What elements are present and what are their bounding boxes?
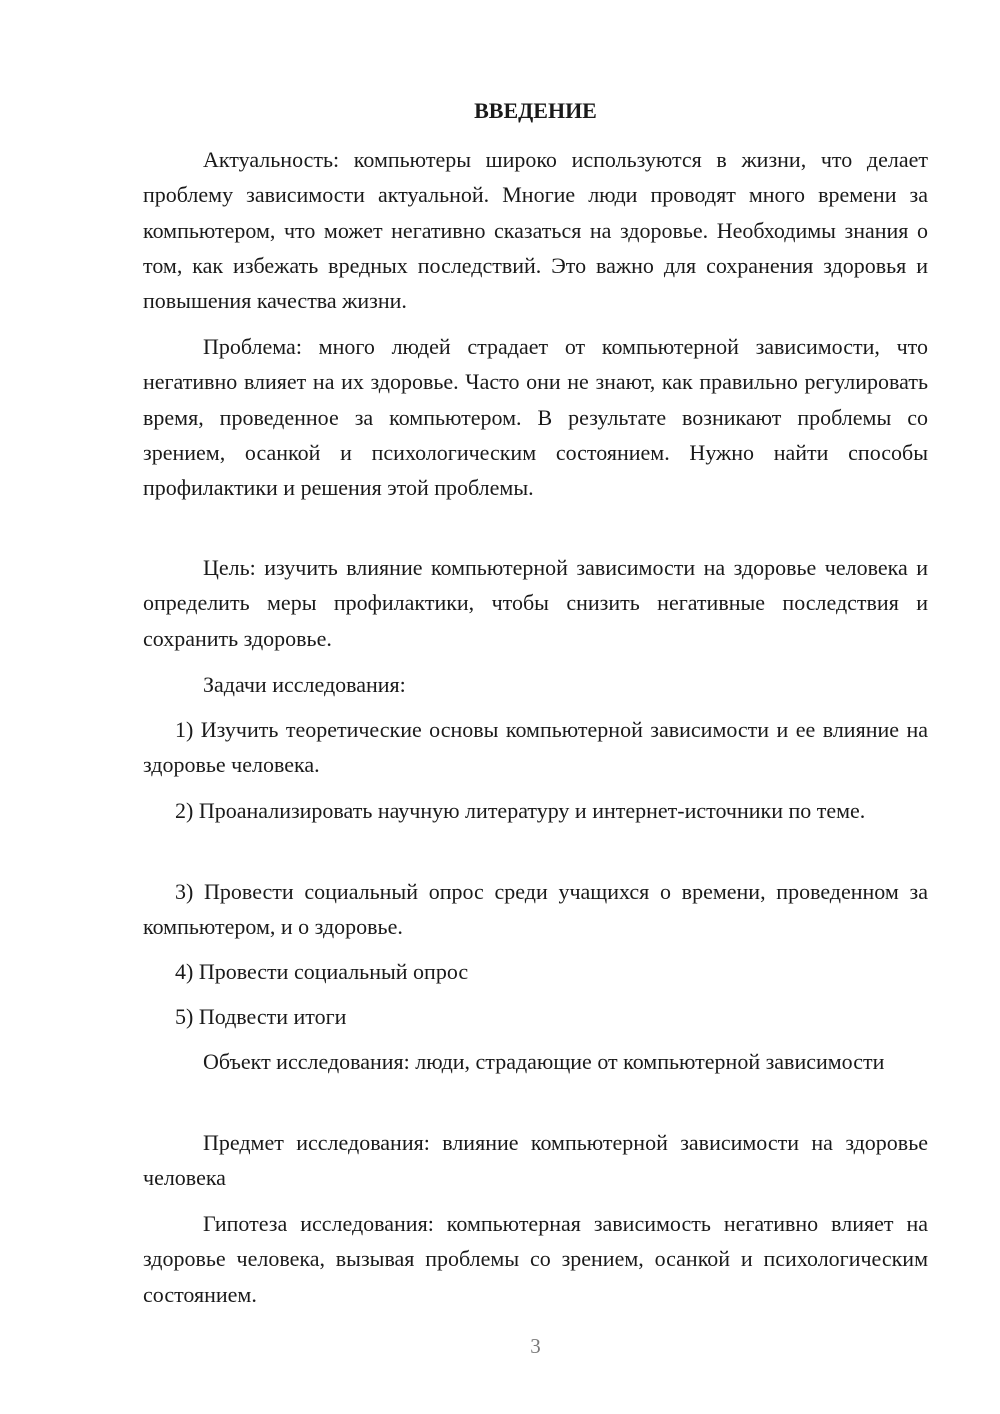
paragraph-problem: Проблема: много людей страдает от компьютерной зависимости, что негативно влияет на их здоровье. Часто они не знают, как правильно регулировать время, проведенное за компьютером. В результате возникают проблемы со зрением, осанкой и психологическим состоянием. Нужно найти способы профилактики и решения этой проблемы. — [143, 334, 928, 501]
paragraph-relevance: Актуальность: компьютеры широко используются в жизни, что делает проблему зависимости актуальной. Многие люди проводят много времени за компьютером, что может негативно сказаться на здоровье. Необходимы знания о том, как избежать вредных последствий. Это важно для сохранения здоровья и повышения качества жизни. — [143, 147, 928, 314]
paragraph-tasks-heading: Задачи исследования: — [203, 672, 406, 697]
paragraph-goal: Цель: изучить влияние компьютерной зависимости на здоровье человека и определить меры профилактики, чтобы снизить негативные последствия и сохранить здоровье. — [143, 555, 928, 651]
paragraph-object: Объект исследования: люди, страдающие от компьютерной зависимости — [203, 1049, 885, 1074]
list-item-task-4: 4) Провести социальный опрос — [175, 959, 469, 984]
paragraph-subject: Предмет исследования: влияние компьютерной зависимости на здоровье человека — [143, 1130, 928, 1191]
list-item-task-5: 5) Подвести итоги — [175, 1004, 347, 1029]
paragraph-hypothesis: Гипотеза исследования: компьютерная зависимость негативно влияет на здоровье человека, вызывая проблемы со зрением, осанкой и психологическим состоянием. — [143, 1211, 928, 1307]
list-item-task-2: 2) Проанализировать научную литературу и интернет-источники по теме. — [175, 798, 866, 823]
page-number: 3 — [530, 1334, 541, 1358]
page-title: ВВЕДЕНИЕ — [474, 98, 597, 123]
list-item-task-1: 1) Изучить теоретические основы компьютерной зависимости и ее влияние на здоровье человека. — [143, 717, 928, 778]
list-item-task-3: 3) Провести социальный опрос среди учащихся о времени, проведенном за компьютером, и о здоровье. — [143, 879, 928, 940]
